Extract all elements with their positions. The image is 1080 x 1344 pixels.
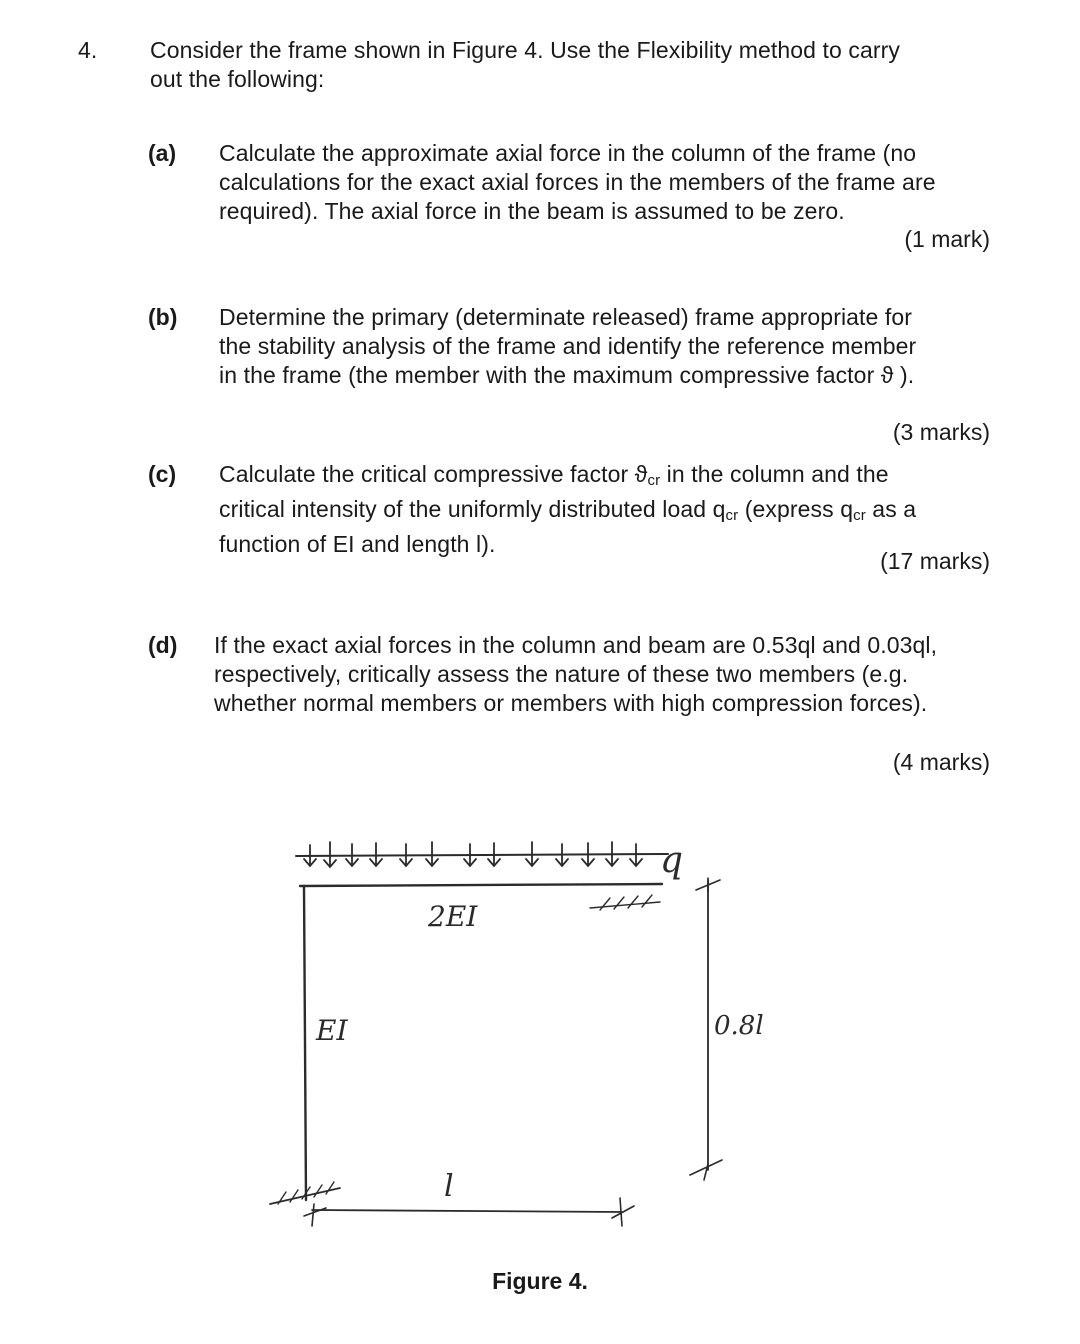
bottom-dimension-line <box>312 1210 622 1212</box>
part-d-marks: (4 marks) <box>892 749 990 775</box>
part-c-line2-post: as a <box>865 496 917 522</box>
part-b-line: Determine the primary (determinate released) frame appropriate for <box>219 304 913 330</box>
beam-stiffness-label: 2EI <box>428 900 478 933</box>
part-b-marks: (3 marks) <box>892 419 990 445</box>
part-c-line2-pre: critical intensity of the uniformly distributed load q <box>219 496 726 522</box>
part-d-line: whether normal members or members with high compression forces). <box>214 690 928 716</box>
right-dimension-tick-bottom <box>690 1160 722 1180</box>
load-label: q <box>660 840 684 881</box>
intro-line: Consider the frame shown in Figure 4. Use the Flexibility method to carry <box>150 37 901 63</box>
intro-line: out the following: <box>150 66 325 92</box>
part-c-line2-sub2: cr <box>853 507 866 524</box>
part-a-text <box>219 139 991 226</box>
part-c-line <box>219 460 991 495</box>
frame-figure <box>0 820 1080 1260</box>
part-a-marks: (1 mark) <box>904 226 990 252</box>
left-column-line <box>304 886 306 1200</box>
part-d-label: (d) <box>148 632 178 658</box>
part-c-line1-post: in the column and the <box>660 461 889 487</box>
part-a-line: calculations for the exact axial forces in the members of the frame are <box>219 169 936 195</box>
question-number: 4. <box>78 37 98 63</box>
beam-line <box>300 884 662 886</box>
column-stiffness-label: EI <box>316 1014 348 1047</box>
part-b-line: the stability analysis of the frame and identify the reference member <box>219 333 917 359</box>
bottom-dimension-tick-left <box>304 1204 326 1226</box>
part-c-label: (c) <box>148 461 177 487</box>
beam-support-hatch <box>590 895 660 910</box>
part-c-text <box>219 460 991 559</box>
part-c-line2-sub: cr <box>725 507 739 524</box>
part-c-line1-sub: cr <box>647 472 661 489</box>
question-intro <box>150 36 990 94</box>
part-a-line: required). The axial force in the beam is assumed to be zero. <box>219 198 845 224</box>
part-c-line: function of EI and length l). <box>219 531 496 557</box>
part-b-text <box>219 303 991 390</box>
right-height-label: 0.8l <box>714 1011 764 1041</box>
part-c-line <box>219 495 991 530</box>
part-a-label: (a) <box>148 140 177 166</box>
part-b-label: (b) <box>148 304 178 330</box>
part-d-text <box>214 631 991 718</box>
part-c-line2-mid: (express q <box>738 496 854 522</box>
part-b-line: in the frame (the member with the maximum compressive factor ϑ ). <box>219 362 915 388</box>
part-d-line: respectively, critically assess the nature of these two members (e.g. <box>214 661 909 687</box>
part-c-marks: (17 marks) <box>880 548 990 574</box>
span-label: l <box>444 1169 454 1204</box>
right-dimension-tick-top <box>696 878 720 892</box>
figure-caption: Figure 4. <box>492 1268 588 1294</box>
part-c-line1-pre: Calculate the critical compressive factor ϑ <box>219 461 648 487</box>
part-a-line: Calculate the approximate axial force in the column of the frame (no <box>219 140 917 166</box>
part-d-line: If the exact axial forces in the column and beam are 0.53ql and 0.03ql, <box>214 632 938 658</box>
